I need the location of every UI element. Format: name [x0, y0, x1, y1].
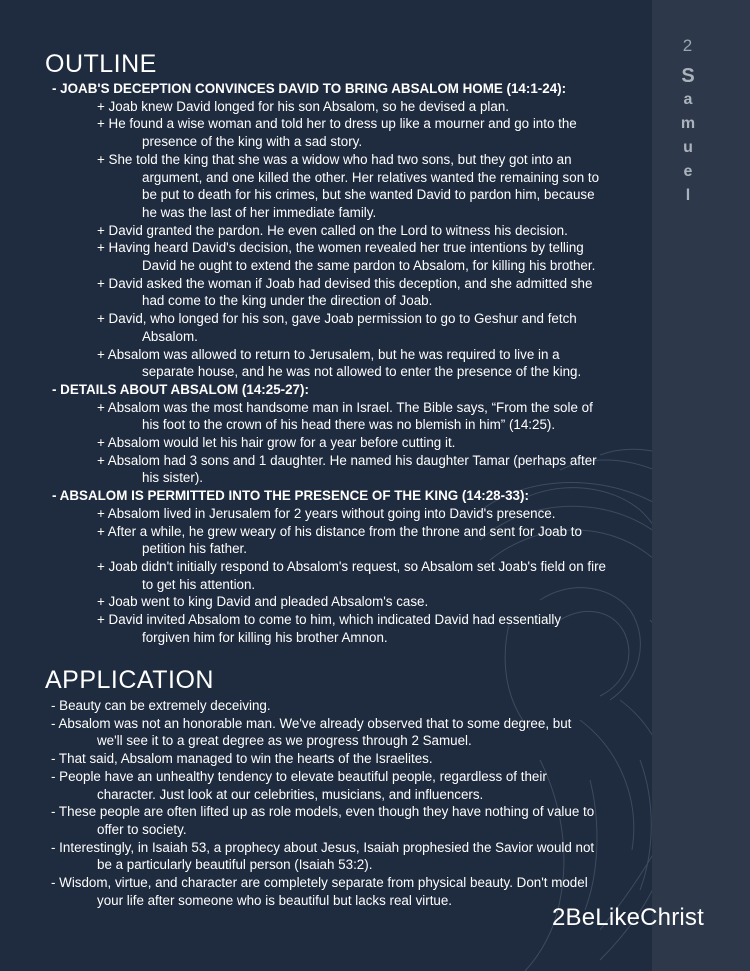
book-title-vertical [652, 64, 724, 208]
outline-item: + Absalom was the most handsome man in Israel. The Bible says, “From the sole of his foot to the crown of his head there was no blemish in him” (14:25). [97, 399, 593, 433]
section-title: - DETAILS ABOUT ABSALOM (14:25-27): [52, 381, 309, 397]
outline-item: + David granted the pardon. He even called on the Lord to witness his decision. [97, 222, 568, 238]
book-letter: l [685, 187, 691, 204]
book-letter: e [683, 163, 693, 180]
application-item: - Beauty can be extremely deceiving. [51, 698, 271, 713]
outline-item: + Absalom was allowed to return to Jerusalem, but he was required to live in a separate house, and he was not allowed to enter the presence of the king. [97, 346, 582, 380]
outline-item: + David invited Absalom to come to him, which indicated David had essentially forgiven him for killing his brother Amnon. [97, 612, 562, 645]
brand-logo-text: 2BeLikeChrist [551, 904, 704, 931]
outline-item: + Joab knew David longed for his son Absalom, so he devised a plan. [97, 98, 510, 114]
application-item: - That said, Absalom managed to win the hearts of the Israelites. [51, 751, 433, 767]
book-letter: m [680, 115, 696, 132]
application-body [0, 697, 650, 909]
outline-item: + After a while, he grew weary of his distance from the throne and sent for Joab to petition his father. [97, 523, 582, 557]
outline-item: + David, who longed for his son, gave Joab permission to go to Geshur and fetch Absalom. [97, 311, 577, 344]
outline-item: + Absalom would let his hair grow for a year before cutting it. [97, 435, 456, 451]
outline-item: + Absalom lived in Jerusalem for 2 years without going into David's presence. [97, 505, 556, 521]
book-number: 2 [682, 36, 694, 55]
outline-body [0, 80, 650, 647]
outline-item: + David asked the woman if Joab had devised this deception, and she admitted she had come to the king under the direction of Joab. [97, 275, 593, 309]
application-item: - People have an unhealthy tendency to elevate beautiful people, regardless of their character. Just look at our celebrities, musicians, and influencers. [51, 768, 547, 802]
outline-item: + Absalom had 3 sons and 1 daughter. He named his daughter Tamar (perhaps after his sister). [97, 452, 597, 486]
book-letter: u [683, 139, 693, 156]
application-item: - Absalom was not an honorable man. We've already observed that to some degree, but we'll see it to a great degree as we progress through 2 Samuel. [51, 715, 572, 749]
outline-item: + She told the king that she was a widow who had two sons, but they got into an argument, and one killed the other. Her relatives wanted the remaining son to be put to death for his crimes, but she wanted David to pardon him, because he was the last of her immediate family. [97, 151, 600, 220]
application-item: - Interestingly, in Isaiah 53, a prophecy about Jesus, Isaiah prophesied the Savior would not be a particularly beautiful person (Isaiah 53:2). [51, 839, 595, 873]
application-item: - These people are often lifted up as role models, even though they have nothing of value to offer to society. [51, 804, 595, 837]
book-letter: a [683, 91, 693, 108]
section-title: - ABSALOM IS PERMITTED INTO THE PRESENCE OF THE KING (14:28-33): [52, 488, 529, 504]
outline-item: + Having heard David's decision, the women revealed her true intentions by telling David he ought to extend the same pardon to Absalom, for killing his brother. [97, 240, 596, 274]
outline-item: + Joab didn't initially respond to Absalom's request, so Absalom set Joab's field on fire to get his attention. [97, 558, 606, 592]
section-title: - JOAB'S DECEPTION CONVINCES DAVID TO BRING ABSALOM HOME (14:1-24): [52, 81, 567, 96]
outline-heading: OUTLINE [45, 50, 157, 78]
application-heading: APPLICATION [45, 666, 214, 694]
application-item: - Wisdom, virtue, and character are completely separate from physical beauty. Don't model your life after someone who is beautiful but lacks real virtue. [51, 875, 588, 908]
outline-item: + He found a wise woman and told her to dress up like a mourner and go into the presence of the king with a sad story. [97, 116, 577, 150]
outline-item: + Joab went to king David and pleaded Absalom's case. [97, 594, 429, 610]
book-letter: S [681, 65, 695, 87]
